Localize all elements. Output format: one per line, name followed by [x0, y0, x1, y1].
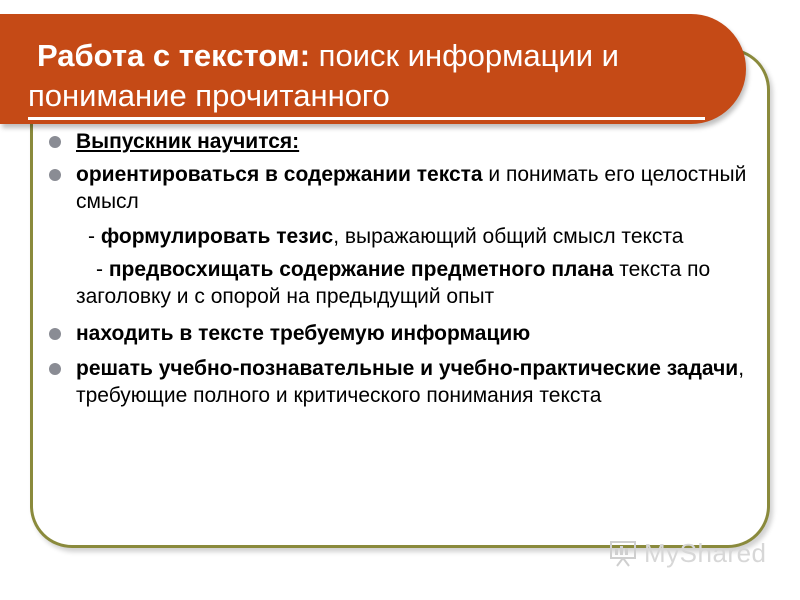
list-item	[48, 355, 763, 409]
sub-text: текста по заголовку и с опорой на предыдущий опыт	[76, 258, 711, 308]
title-bar	[0, 14, 746, 124]
item-bold: решать учебно-познавательные и учебно-практические задачи	[76, 357, 739, 380]
list-item	[48, 161, 763, 215]
list-item	[48, 320, 763, 347]
item-bold: ориентироваться в содержании текста	[76, 163, 483, 186]
slide-body	[48, 128, 763, 409]
item-text: , требующие полного и критического понимания текста	[76, 357, 745, 407]
list-item-heading	[48, 128, 763, 155]
sub-item	[48, 256, 763, 310]
sub-item	[48, 223, 763, 250]
sub-text: , выражающий общий смысл текста	[333, 225, 684, 248]
watermark-text: MyShared	[644, 537, 767, 568]
bullet-icon	[49, 136, 61, 148]
title-line2: понимание прочитанного	[28, 78, 390, 113]
item-bold: находить в тексте требуемую информацию	[76, 322, 531, 345]
presentation-screen-icon	[608, 538, 638, 568]
bullet-icon	[49, 363, 61, 375]
slide-title	[28, 36, 728, 116]
bullet-icon	[49, 169, 61, 181]
sub-prefix: -	[96, 258, 109, 281]
title-underline	[28, 117, 705, 120]
bullet-icon	[49, 328, 61, 340]
watermark-logo	[608, 536, 778, 570]
sub-bold: формулировать тезис	[100, 225, 334, 248]
graduate-heading: Выпускник научится:	[76, 130, 300, 153]
title-line1: поиск информации и	[310, 38, 619, 73]
item-text: и понимать его целостный смысл	[76, 163, 747, 213]
sub-prefix: -	[88, 225, 101, 248]
title-bold: Работа с текстом:	[37, 38, 311, 73]
sub-bold: предвосхищать содержание предметного плана	[108, 258, 614, 281]
